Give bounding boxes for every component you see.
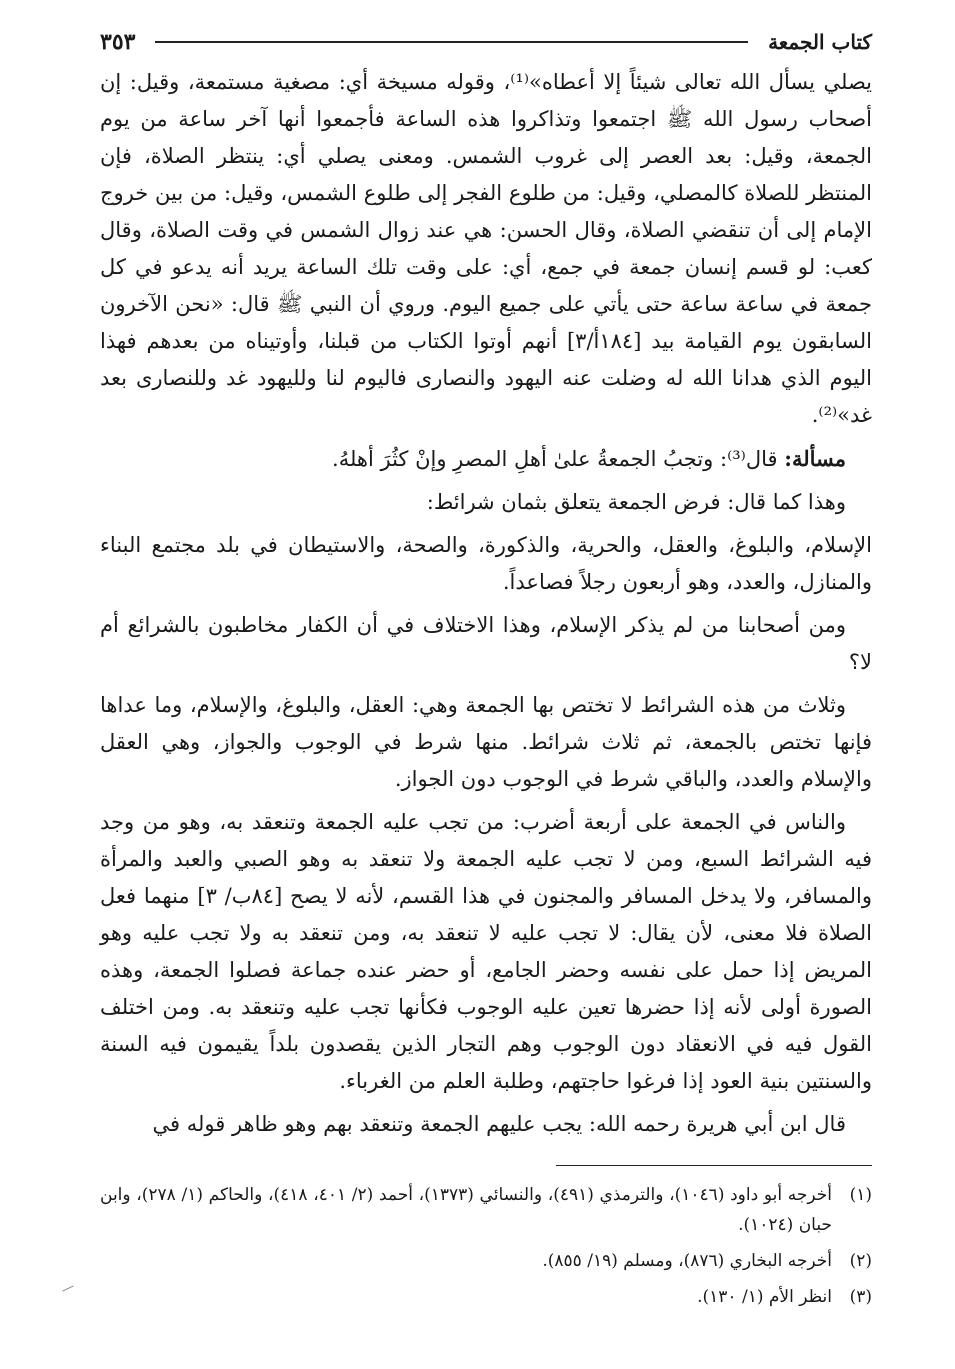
masala-label: مسألة: [784, 446, 846, 471]
footnote-text: انظر الأم (١/ ١٣٠). [697, 1287, 832, 1307]
page-number: ٣٥٣ [100, 29, 136, 55]
footnote [100, 1246, 872, 1276]
footnote [100, 1180, 872, 1240]
paragraph: الإسلام، والبلوغ، والعقل، والحرية، والذكورة، والصحة، والاستيطان في بلد مجتمع البناء والمنازل، والعدد، وهو أربعون رجلاً فصاعداً. [100, 533, 872, 594]
main-text [100, 64, 872, 1143]
footnote-number: (٢) [849, 1251, 872, 1271]
chapter-title: كتاب الجمعة [768, 30, 872, 54]
footnote-number: (١) [849, 1185, 872, 1205]
footnotes [100, 1180, 872, 1312]
paragraph: ومن أصحابنا من لم يذكر الإسلام، وهذا الاختلاف في أن الكفار مخاطبون بالشرائع أم لا؟ [100, 613, 872, 674]
masala-text: قال⁽³⁾: وتجبُ الجمعةُ علىٰ أهلِ المصرِ وإنْ كثُرَ أهلهُ. [332, 447, 778, 471]
book-page [100, 22, 872, 1318]
footnote [100, 1282, 872, 1312]
footnote-number: (٣) [849, 1287, 872, 1307]
masala-paragraph [100, 440, 872, 478]
footnote-text: أخرجه البخاري (٨٧٦)، ومسلم (١٩/ ٨٥٥). [542, 1251, 832, 1271]
running-header [100, 22, 872, 62]
paragraph: وثلاث من هذه الشرائط لا تختص بها الجمعة وهي: العقل، والبلوغ، والإسلام، وما عداها فإنها تختص بالجمعة، ثم ثلاث شرائط. منها شرط في الوجوب والجواز، وهي العقل والإسلام والعدد، والباقي شرط في الوجوب دون الجواز. [100, 693, 872, 791]
paragraph: وهذا كما قال: فرض الجمعة يتعلق بثمان شرائط: [426, 490, 846, 514]
paragraph: يصلي يسأل الله تعالى شيئاً إلا أعطاه»⁽¹⁾، وقوله مسيخة أي: مصغية مستمعة، وقيل: إن أصحاب رسول الله ﷺ اجتمعوا وتذاكروا هذه الساعة فأجمعوا أنها آخر ساعة من يوم الجمعة، وقيل: بعد العصر إلى غروب الشمس. ومعنى يصلي أي: ينتظر الصلاة، فإن المنتظر للصلاة كالمصلي، وقيل: من طلوع الفجر إلى طلوع الشمس، وقيل: من بين خروج الإمام إلى أن تنقضي الصلاة، وقال الحسن: هي عند زوال الشمس في وقت الصلاة، وقال كعب: لو قسم إنسان جمعة في جمع، أي: على وقت تلك الساعة يريد أنه يدعو في كل جمعة في ساعة ساعة حتى يأتي على جميع اليوم. وروي أن النبي ﷺ قال: «نحن الآخرون السابقون يوم القيامة بيد [١٨٤أ/٣] أنهم أوتوا الكتاب من قبلنا، وأوتيناه من بعدهم فهذا اليوم الذي هدانا الله له وضلت عنه اليهود والنصارى فاليوم لنا ولليهود غد وللنصارى بعد غد»⁽²⁾. [100, 70, 872, 427]
paragraph: قال ابن أبي هريرة رحمه الله: يجب عليهم الجمعة وتنعقد بهم وهو ظاهر قوله في [152, 1112, 846, 1136]
footnote-text: أخرجه أبو داود (١٠٤٦)، والترمذي (٤٩١)، والنسائي (١٣٧٣)، أحمد (٢/ ٤٠١، ٤١٨)، والحاكم (١/ ٢٧٨)، وابن حبان (١٠٢٤). [100, 1185, 832, 1235]
paragraph: والناس في الجمعة على أربعة أضرب: من تجب عليه الجمعة وتنعقد به، وهو من وجد فيه الشرائط السبع، ومن لا تجب عليه الجمعة ولا تنعقد به وهو الصبي والعبد والمرأة والمسافر، ولا يدخل المسافر والمجنون في هذا القسم، لأنه لا يصح [٨٤ب/ ٣] منهما فعل الصلاة فلا معنى، لأن يقال: لا تجب عليه لا تنعقد به، ومن تنعقد به ولا تجب عليه وهو المريض إذا حمل على نفسه وحضر الجامع، أو حضر عنده جماعة فصلوا الجمعة، وهذه الصورة أولى لأنه إذا حضرها تعين عليه الوجوب فكأنها تجب عليه وتنعقد به. ومن اختلف القول فيه في الانعقاد دون الوجوب وهم التجار الذين يقصدون بلداً يقيمون فيه السنة والسنتين بنية العود إذا فرغوا حاجتهم، وطلبة العلم من الغرباء. [100, 810, 872, 1093]
footnote-separator [556, 1165, 872, 1166]
scan-mark [62, 1286, 73, 1292]
header-rule [155, 41, 748, 43]
